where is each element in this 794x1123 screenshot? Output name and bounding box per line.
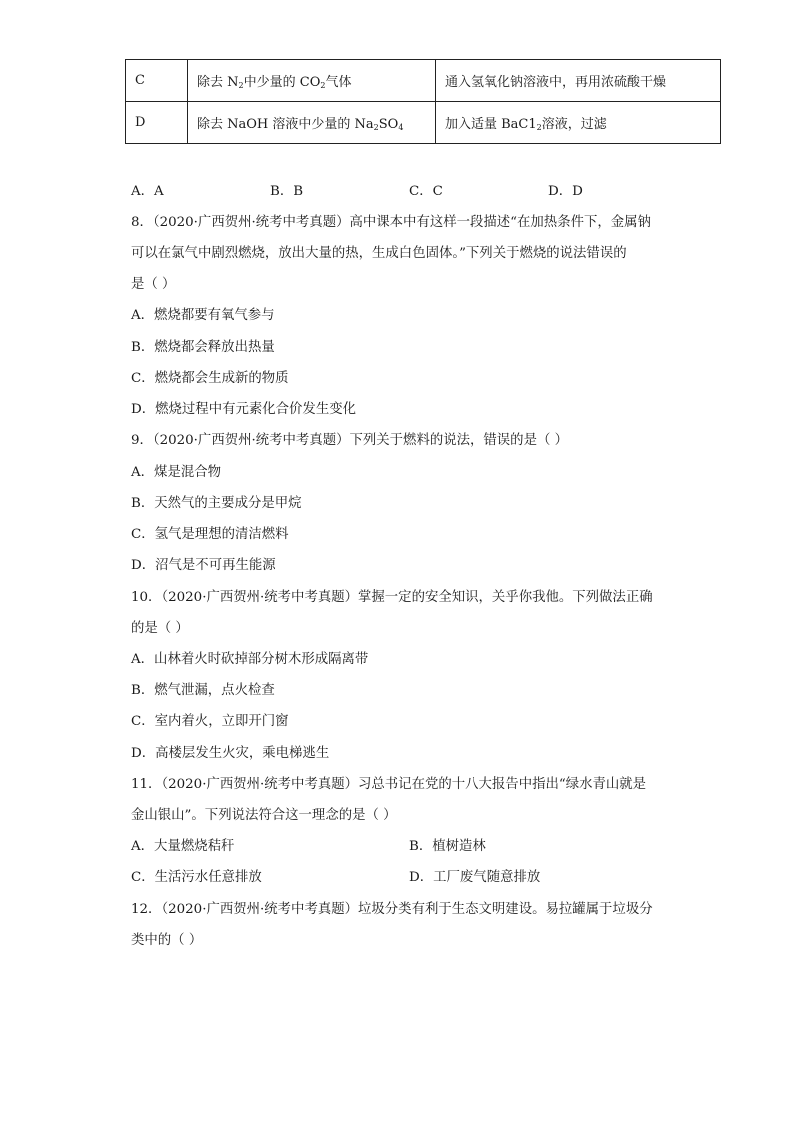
q11-options-row	[131, 838, 486, 856]
choice-b[interactable]: B．B	[270, 184, 304, 199]
choice-a[interactable]: A．A	[131, 184, 164, 199]
q8-option-b[interactable]: B．燃烧都会释放出热量	[131, 340, 275, 355]
table-cell-method: 加入适量 $BaC1_2$溶液，过滤	[436, 102, 721, 144]
q11-stem-line: 金山银山”。下列说法符合这一理念的是（ ）	[131, 808, 397, 823]
q10-option-a[interactable]: A．山林着火时砍掉部分树木形成隔离带	[131, 652, 369, 667]
q11-option-b[interactable]: B．植树造林	[409, 839, 486, 854]
q10-stem-line: 的是（ ）	[131, 621, 189, 636]
q11-option-c[interactable]: C．生活污水任意排放	[131, 870, 262, 885]
q10-option-b[interactable]: B．燃气泄漏，点火检查	[131, 683, 275, 698]
q7-choices	[131, 183, 583, 201]
q9-option-b[interactable]: B．天然气的主要成分是甲烷	[131, 496, 302, 511]
q9-option-d[interactable]: D．沼气是不可再生能源	[131, 558, 276, 573]
table-cell-method: 通入氢氧化钠溶液中，再用浓硫酸干燥	[436, 60, 721, 102]
q8-option-d[interactable]: D．燃烧过程中有元素化合价发生变化	[131, 402, 356, 417]
q8-option-a[interactable]: A．燃烧都要有氧气参与	[131, 308, 275, 323]
q11-options-row	[131, 869, 540, 887]
q9-option-c[interactable]: C．氢气是理想的清洁燃料	[131, 527, 289, 542]
table-cell-purpose: 除去 $N_2$中少量的 $CO_2$气体	[188, 60, 436, 102]
q10-option-d[interactable]: D．高楼层发生火灾，乘电梯逃生	[131, 746, 330, 761]
table-cell-purpose: 除去 NaOH 溶液中少量的 $Na_2SO_4$	[188, 102, 436, 144]
q10-option-c[interactable]: C．室内着火，立即开门窗	[131, 714, 289, 729]
q10-stem-line: 10．（2020·广西贺州·统考中考真题）掌握一定的安全知识，关乎你我他。下列做法正确	[131, 590, 653, 605]
choice-c[interactable]: C．C	[409, 184, 443, 199]
q12-stem-line: 类中的（ ）	[131, 933, 203, 948]
table-row-c	[126, 60, 721, 102]
options-table	[125, 59, 721, 144]
table-cell-letter: D	[126, 102, 188, 144]
table-row-d	[126, 102, 721, 144]
q8-stem-line: 8．（2020·广西贺州·统考中考真题）高中课本中有这样一段描述“在加热条件下，金属钠	[131, 215, 651, 230]
q11-option-d[interactable]: D．工厂废气随意排放	[409, 870, 541, 885]
q11-option-a[interactable]: A．大量燃烧秸秆	[131, 839, 235, 854]
q8-stem-line: 可以在氯气中剧烈燃烧，放出大量的热，生成白色固体。”下列关于燃烧的说法错误的	[131, 246, 627, 261]
q11-stem-line: 11．（2020·广西贺州·统考中考真题）习总书记在党的十八大报告中指出“绿水青山就是	[131, 777, 647, 792]
q9-option-a[interactable]: A．煤是混合物	[131, 465, 222, 480]
q8-stem-line: 是（ ）	[131, 277, 176, 292]
q8-option-c[interactable]: C．燃烧都会生成新的物质	[131, 371, 289, 386]
choice-d[interactable]: D．D	[548, 184, 583, 199]
table-cell-letter: C	[126, 60, 188, 102]
q9-stem-line: 9．（2020·广西贺州·统考中考真题）下列关于燃料的说法，错误的是（ ）	[131, 433, 568, 448]
q12-stem-line: 12．（2020·广西贺州·统考中考真题）垃圾分类有利于生态文明建设。易拉罐属于垃圾分	[131, 902, 653, 917]
